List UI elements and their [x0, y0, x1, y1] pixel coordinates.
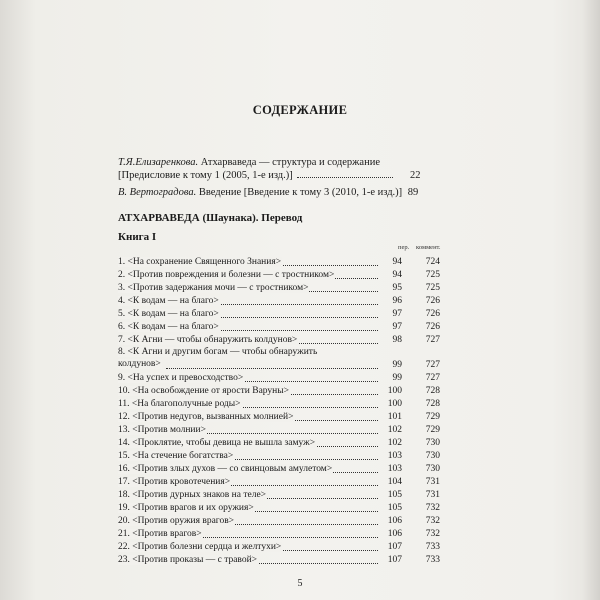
toc-entry-title: 22. <Против болезни сердца и желтухи> — [118, 542, 282, 552]
toc-entry-page: 106 — [387, 516, 402, 526]
toc-entry-page: 95 — [392, 283, 402, 293]
toc-entry-page: 103 — [387, 464, 402, 474]
toc-entry-commentary-page: 731 — [425, 490, 440, 500]
toc-entry — [118, 450, 440, 462]
toc-entry — [118, 489, 440, 501]
toc-entry-title: 7. <К Агни — чтобы обнаружить колдунов> — [118, 335, 298, 345]
toc-entry-page: 101 — [387, 412, 402, 422]
toc-entry — [118, 269, 440, 281]
toc-entry-commentary-page: 726 — [425, 309, 440, 319]
toc-entry — [118, 385, 440, 397]
section-title: АТХАРВАВЕДА (Шаунака). Перевод — [118, 212, 303, 224]
toc-entry — [118, 437, 440, 449]
toc-entry — [118, 476, 440, 488]
page-number: 5 — [297, 578, 303, 589]
toc-entry-page: 104 — [387, 477, 402, 487]
toc-entry — [118, 321, 440, 333]
toc-entry-commentary-page: 730 — [425, 464, 440, 474]
toc-entry — [118, 347, 440, 371]
toc-entry — [118, 282, 440, 294]
intro-page-number: 89 — [407, 187, 419, 198]
toc-entry-page: 97 — [392, 322, 402, 332]
toc-entry — [118, 463, 440, 475]
toc-entry-title: 10. <На освобождение от ярости Варуны> — [118, 386, 289, 396]
toc-entry-page: 97 — [392, 309, 402, 319]
toc-entry-commentary-page: 730 — [425, 451, 440, 461]
toc-entry-commentary-page: 724 — [425, 257, 440, 267]
toc-entry — [118, 554, 440, 566]
toc-entry-title: 15. <На стечение богатства> — [118, 451, 234, 461]
toc-entry-page: 94 — [392, 257, 402, 267]
toc-entry — [118, 528, 440, 540]
intro-entry-elizarenkova — [118, 156, 421, 182]
toc-entry-title: 1. <На сохранение Священного Знания> — [118, 257, 282, 267]
book-title: Книга I — [118, 231, 157, 243]
toc-entry-commentary-page: 727 — [425, 373, 440, 383]
toc-entry-page: 105 — [387, 490, 402, 500]
toc-entry-title: 6. <К водам — на благо> — [118, 322, 219, 332]
toc-entry-page: 100 — [387, 399, 402, 409]
toc-entry-title: 23. <Против проказы — с травой> — [118, 555, 258, 565]
toc-entry-commentary-page: 731 — [425, 477, 440, 487]
toc-entry-page: 98 — [392, 335, 402, 345]
toc-entry — [118, 334, 440, 346]
toc-entry-title: 20. <Против оружия врагов> — [118, 516, 235, 526]
toc-entry — [118, 411, 440, 423]
column-header-commentary: коммент. — [416, 244, 441, 251]
toc-entry-commentary-page: 729 — [425, 425, 440, 435]
toc-entry-title: 5. <К водам — на благо> — [118, 309, 219, 319]
toc-entry — [118, 398, 440, 410]
toc-entry-page: 99 — [392, 373, 402, 383]
toc-entry-title: 4. <К водам — на благо> — [118, 296, 219, 306]
intro-text: Введение [Введение к тому 3 (2010, 1-е изд.)] — [196, 187, 403, 198]
toc-entry-title: 12. <Против недугов, вызванных молнией> — [118, 412, 294, 422]
intro-page-number: 22 — [410, 170, 421, 181]
toc-entry-commentary-page: 733 — [425, 555, 440, 565]
toc-entry-commentary-page: 732 — [425, 529, 440, 539]
toc-entry-commentary-page: 727 — [425, 360, 440, 370]
toc-entry-title: 11. <На благополучные роды> — [118, 399, 241, 409]
page-edge-shadow — [582, 0, 600, 600]
toc-entry-title: 16. <Против злых духов — со свинцовым амулетом> — [118, 464, 333, 474]
toc-entry-title: 14. <Проклятие, чтобы девица не вышла замуж> — [118, 438, 316, 448]
toc-entry — [118, 295, 440, 307]
toc-entry-commentary-page: 733 — [425, 542, 440, 552]
toc-entry-page: 96 — [392, 296, 402, 306]
toc-entry-commentary-page: 726 — [425, 296, 440, 306]
toc-entry-page: 94 — [392, 270, 402, 280]
toc-entry-commentary-page: 730 — [425, 438, 440, 448]
page-title: СОДЕРЖАНИЕ — [252, 103, 348, 117]
toc-entry-page: 102 — [387, 425, 402, 435]
toc-entry-commentary-page: 725 — [425, 270, 440, 280]
toc-entry — [118, 515, 440, 527]
toc-entry-page: 107 — [387, 542, 402, 552]
toc-entry-title: 8. <К Агни и другим богам — чтобы обнаружить колдунов> — [118, 347, 318, 369]
toc-entry-title: 2. <Против повреждения и болезни — с тростником> — [118, 270, 335, 280]
dot-leader — [297, 177, 393, 178]
toc-entry-title: 9. <На успех и превосходство> — [118, 373, 244, 383]
intro-text-line2: [Предисловие к тому 1 (2005, 1-е изд.)] — [118, 170, 293, 181]
intro-text: Атхарваведа — структура и содержание — [198, 157, 380, 168]
toc-entry-commentary-page: 726 — [425, 322, 440, 332]
intro-entry-vertogradova — [118, 186, 418, 199]
toc-entry-title: 21. <Против врагов> — [118, 529, 202, 539]
toc-entry-page: 105 — [387, 503, 402, 513]
toc-entry — [118, 372, 440, 384]
toc-entry-commentary-page: 729 — [425, 412, 440, 422]
toc-entry-commentary-page: 727 — [425, 335, 440, 345]
toc-entry — [118, 256, 440, 268]
toc-entry-commentary-page: 732 — [425, 503, 440, 513]
toc-entry-commentary-page: 728 — [425, 399, 440, 409]
toc-entry-commentary-page: 728 — [425, 386, 440, 396]
toc-entry-page: 99 — [392, 360, 402, 370]
toc-entry-page: 107 — [387, 555, 402, 565]
toc-entry-title: 18. <Против дурных знаков на теле> — [118, 490, 267, 500]
toc-entry — [118, 541, 440, 553]
toc-entry-commentary-page: 732 — [425, 516, 440, 526]
toc-entry-commentary-page: 725 — [425, 283, 440, 293]
column-header-translation: пер. — [398, 244, 410, 251]
intro-author: В. Вертоградова. — [118, 187, 197, 198]
toc-entry — [118, 424, 440, 436]
intro-author: Т.Я.Елизаренкова. — [118, 157, 199, 168]
toc-entry-page: 103 — [387, 451, 402, 461]
toc-entry-title: 17. <Против кровотечения> — [118, 477, 231, 487]
toc-entry — [118, 308, 440, 320]
toc-entry-title: 19. <Против врагов и их оружия> — [118, 503, 254, 513]
toc-entry-page: 106 — [387, 529, 402, 539]
toc-entry-title: 3. <Против задержания мочи — с тростником> — [118, 283, 309, 293]
toc-entry-title: 13. <Против молнии> — [118, 425, 206, 435]
toc-entry — [118, 502, 440, 514]
toc-entry-page: 100 — [387, 386, 402, 396]
toc-entry-page: 102 — [387, 438, 402, 448]
